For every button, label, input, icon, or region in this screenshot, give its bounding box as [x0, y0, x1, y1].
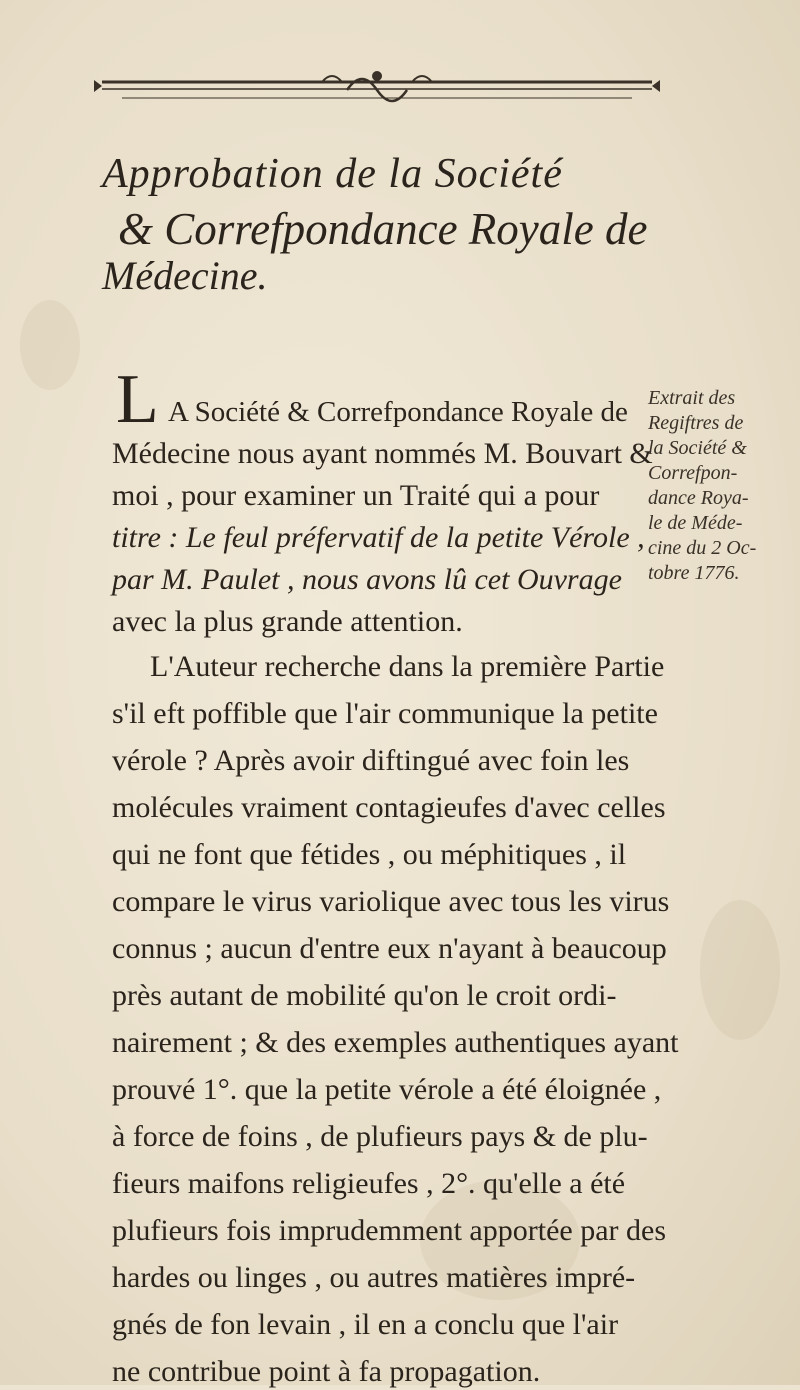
body-line: compare le virus variolique avec tous les virus	[112, 885, 670, 918]
body-line: par M. Paulet , nous avons lû cet Ouvrage	[112, 563, 622, 596]
body-line: molécules vraiment contagieufes d'avec celles	[112, 791, 666, 824]
heading-line-2: & Correfpondance Royale de	[118, 204, 648, 254]
margin-note-line: tobre 1776.	[648, 562, 740, 584]
body-line: titre : Le feul préfervatif de la petite Vérole ,	[112, 521, 645, 554]
body-line: Médecine nous ayant nommés M. Bouvart &	[112, 437, 653, 470]
body-line: L'Auteur recherche dans la première Partie	[150, 650, 665, 683]
body-line: avec la plus grande attention.	[112, 605, 463, 638]
margin-note-line: le de Méde-	[648, 512, 743, 534]
body-line: nairement ; & des exemples authentiques ayant	[112, 1026, 679, 1059]
drop-cap: L	[116, 361, 159, 438]
margin-note	[648, 386, 798, 586]
margin-note-line: cine du 2 Oc-	[648, 537, 757, 559]
margin-note-line: Regiftres de	[648, 412, 744, 434]
decorative-header-ornament	[92, 62, 662, 110]
body-line: vérole ? Après avoir diftingué avec foin les	[112, 744, 630, 777]
margin-note-line: dance Roya-	[648, 487, 749, 509]
body-line: A Société & Correfpondance Royale de	[168, 396, 628, 428]
body-line: fieurs maifons religieufes , 2°. qu'elle a été	[112, 1167, 626, 1200]
body-line: plufieurs fois imprudemment apportée par des	[112, 1214, 667, 1247]
body-line: hardes ou linges , ou autres matières impré-	[112, 1261, 636, 1294]
body-line: qui ne font que fétides , ou méphitiques , il	[112, 838, 627, 871]
paper-stain	[20, 300, 80, 390]
margin-note-line: Correfpon-	[648, 462, 738, 484]
heading-line-1: Approbation de la Société	[102, 151, 563, 197]
body-line: moi , pour examiner un Traité qui a pour	[112, 479, 600, 512]
heading-line-3: Médecine.	[102, 253, 268, 298]
margin-note-line: la Société &	[648, 437, 747, 459]
body-line: prouvé 1°. que la petite vérole a été éloignée ,	[112, 1073, 662, 1106]
body-line: ne contribue point à fa propagation.	[112, 1355, 541, 1388]
body-line: s'il eft poffible que l'air communique la petite	[112, 697, 658, 730]
body-line: connus ; aucun d'entre eux n'ayant à beaucoup	[112, 932, 667, 965]
body-line: à force de foins , de plufieurs pays & de plu-	[112, 1120, 648, 1153]
paper-stain	[700, 900, 780, 1040]
body-line: près autant de mobilité qu'on le croit ordi-	[112, 979, 617, 1012]
body-line: gnés de fon levain , il en a conclu que l'air	[112, 1308, 619, 1341]
margin-note-line: Extrait des	[648, 387, 736, 409]
